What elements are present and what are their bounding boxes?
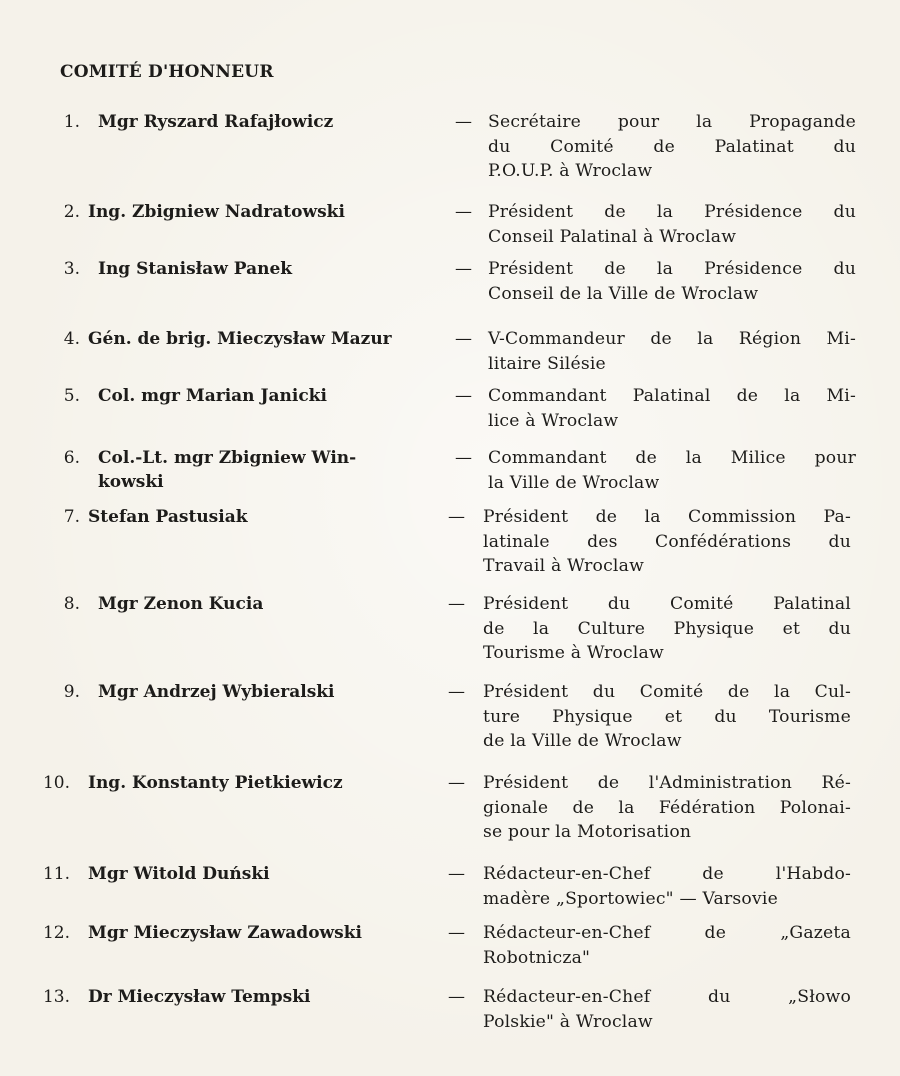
- member-name: Ing. Zbigniew Nadratowski: [88, 202, 345, 222]
- member-role-line: Conseil de la Ville de Wroclaw: [488, 283, 759, 304]
- member-role-line: Président de la Présidence du: [488, 259, 856, 279]
- member-role-line: V-Commandeur de la Région Mi-: [488, 329, 856, 349]
- member-role-line: Commandant de la Milice pour: [488, 448, 856, 468]
- member-name: Gén. de brig. Mieczysław Mazur: [88, 329, 392, 349]
- member-name: Mgr Ryszard Rafajłowicz: [98, 112, 334, 132]
- item-number: 12.: [42, 923, 70, 943]
- member-name: Col. mgr Marian Janicki: [98, 386, 327, 406]
- item-number: 7.: [63, 507, 80, 527]
- member-role: [488, 384, 856, 433]
- item-number: 3.: [63, 259, 80, 279]
- member-role-line: se pour la Motorisation: [483, 822, 692, 842]
- member-role-line: Président de la Présidence du: [488, 202, 856, 222]
- member-role-line: litaire Silésie: [488, 353, 606, 374]
- em-dash: —: [448, 773, 465, 793]
- em-dash: —: [448, 987, 465, 1007]
- member-role-line: de la Ville de Wroclaw: [483, 731, 682, 751]
- member-role-line: gionale de la Fédération Polonai-: [483, 797, 851, 818]
- page-heading: COMITÉ D'HONNEUR: [60, 62, 274, 82]
- member-role-line: Commandant Palatinal de la Mi-: [488, 386, 856, 406]
- member-role-line: Conseil Palatinal à Wroclaw: [488, 226, 737, 247]
- member-role-line: latinale des Confédérations du: [483, 531, 851, 552]
- item-number: 2.: [63, 202, 80, 222]
- member-role-line: du Comité de Palatinat du: [488, 136, 856, 157]
- member-name: Mgr Mieczysław Zawadowski: [88, 923, 362, 943]
- item-number: 6.: [63, 448, 80, 468]
- member-role-line: Robotnicza": [483, 947, 591, 968]
- item-number: 4.: [63, 329, 80, 349]
- em-dash: —: [455, 386, 472, 406]
- member-name: Mgr Zenon Kucia: [98, 594, 264, 614]
- em-dash: —: [455, 112, 472, 132]
- member-role: [488, 257, 856, 306]
- item-number: 13.: [42, 987, 70, 1007]
- item-number: 9.: [63, 682, 80, 702]
- member-role-line: de la Culture Physique et du: [483, 618, 851, 639]
- member-role-line: Rédacteur-en-Chef de „Gazeta: [483, 923, 851, 943]
- member-role-line: Rédacteur-en-Chef du „Słowo: [483, 987, 851, 1007]
- em-dash: —: [448, 923, 465, 943]
- member-name: Mgr Andrzej Wybieralski: [98, 682, 335, 702]
- member-role-line: lice à Wroclaw: [488, 410, 619, 431]
- member-role-line: Président du Comité Palatinal: [483, 594, 851, 614]
- member-role-line: Polskie" à Wroclaw: [483, 1011, 653, 1032]
- member-name-line: kowski: [98, 472, 164, 492]
- item-number: 10.: [42, 773, 70, 793]
- member-role: [488, 200, 856, 249]
- member-name: Dr Mieczysław Tempski: [88, 987, 311, 1007]
- member-role: [483, 921, 851, 970]
- member-role-line: ture Physique et du Tourisme: [483, 706, 851, 727]
- item-number: 11.: [42, 864, 70, 884]
- member-role-line: Tourisme à Wroclaw: [483, 643, 664, 663]
- member-role-line: Président de la Commission Pa-: [483, 507, 851, 527]
- em-dash: —: [448, 864, 465, 884]
- member-role-line: la Ville de Wroclaw: [488, 472, 660, 493]
- member-role: [483, 862, 851, 911]
- member-role-line: Rédacteur-en-Chef de l'Habdo-: [483, 864, 851, 884]
- member-name: Ing. Konstanty Pietkiewicz: [88, 773, 343, 793]
- em-dash: —: [448, 594, 465, 614]
- member-role: [488, 446, 856, 495]
- item-number: 1.: [63, 112, 80, 132]
- member-role: [483, 505, 851, 579]
- member-role: [488, 110, 856, 184]
- em-dash: —: [455, 202, 472, 222]
- member-role-line: Président de l'Administration Ré-: [483, 773, 851, 793]
- member-role-line: Secrétaire pour la Propagande: [488, 112, 856, 132]
- member-role: [483, 771, 851, 845]
- member-role: [483, 592, 851, 666]
- em-dash: —: [455, 259, 472, 279]
- em-dash: —: [448, 682, 465, 702]
- member-role-line: Président du Comité de la Cul-: [483, 682, 851, 702]
- member-role-line: P.O.U.P. à Wroclaw: [488, 161, 653, 181]
- em-dash: —: [448, 507, 465, 527]
- em-dash: —: [455, 329, 472, 349]
- member-name: Mgr Witold Duński: [88, 864, 270, 884]
- member-name: [98, 446, 438, 494]
- member-role: [488, 327, 856, 376]
- item-number: 8.: [63, 594, 80, 614]
- em-dash: —: [455, 448, 472, 468]
- item-number: 5.: [63, 386, 80, 406]
- member-name: Stefan Pastusiak: [88, 507, 248, 527]
- member-name: Ing Stanisław Panek: [98, 259, 293, 279]
- member-role-line: Travail à Wroclaw: [483, 556, 644, 576]
- member-name-line: Col.-Lt. mgr Zbigniew Win-: [98, 448, 357, 468]
- member-role-line: madère „Sportowiec" — Varsovie: [483, 888, 778, 909]
- member-role: [483, 680, 851, 754]
- member-role: [483, 985, 851, 1034]
